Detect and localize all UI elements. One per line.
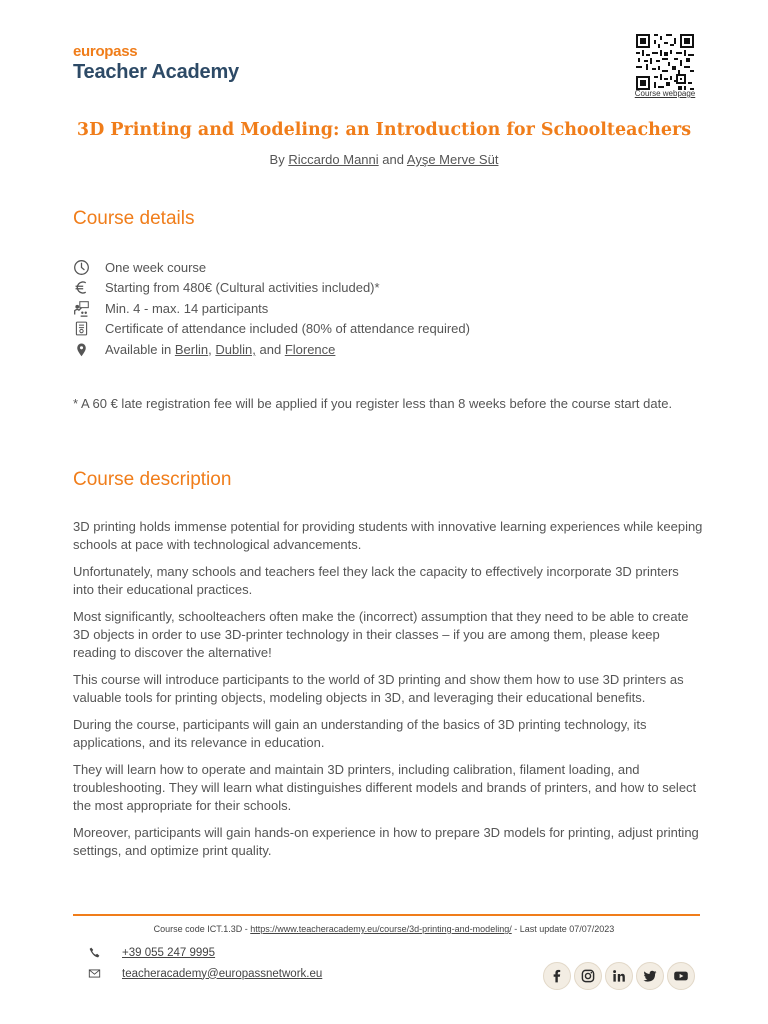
last-update: - Last update 07/07/2023 — [514, 924, 615, 934]
detail-location — [73, 339, 470, 360]
detail-price — [73, 278, 470, 299]
page-title: 3D Printing and Modeling: an Introduction for Schoolteachers — [76, 120, 692, 140]
qr-caption[interactable]: Course webpage — [634, 89, 696, 98]
youtube-icon[interactable] — [667, 962, 695, 990]
late-fee-note: * A 60 € late registration fee will be applied if you register less than 8 weeks before the course start date. — [73, 396, 673, 411]
course-description-heading: Course description — [73, 469, 232, 490]
course-code: Course code ICT.1.3D - — [153, 924, 248, 934]
description-paragraph: 3D printing holds immense potential for providing students with innovative learning experiences while keeping schools at pace with technological advancements. — [73, 519, 703, 552]
city-separator: , — [208, 341, 212, 357]
social-links — [543, 962, 695, 990]
description-paragraph: Most significantly, schoolteachers often make the (incorrect) assumption that they need to be able to create 3D objects in order to use 3D-printer technology in their classes – if you are among them, please keep reading to discover the alternative! — [73, 609, 689, 660]
phone-link[interactable]: +39 055 247 9995 — [122, 946, 216, 959]
location-pin-icon — [73, 340, 105, 358]
course-description — [73, 518, 703, 869]
description-paragraph: During the course, participants will gain an understanding of the basics of 3D printing technology, its applications, and its relevance in education. — [73, 717, 647, 750]
cities-and: and — [259, 341, 282, 357]
logo-name: Teacher Academy — [73, 61, 239, 83]
city-link-dublin[interactable]: Dublin, — [215, 341, 256, 357]
description-paragraph: This course will introduce participants to the world of 3D printing and show them how to use 3D printers as valuable tools for printing objects, modeling objects in 3D, and leveraging their educational benefits. — [73, 672, 684, 705]
euro-icon — [73, 279, 105, 297]
course-details-heading: Course details — [73, 208, 195, 229]
twitter-icon[interactable] — [636, 962, 664, 990]
clock-icon — [73, 258, 105, 276]
instagram-icon[interactable] — [574, 962, 602, 990]
certificate-text: Certificate of attendance included (80% of attendance required) — [105, 321, 470, 337]
linkedin-icon[interactable] — [605, 962, 633, 990]
mail-icon — [88, 967, 122, 980]
authors-by: By — [269, 152, 285, 167]
price-text: Starting from 480€ (Cultural activities included)* — [105, 280, 380, 296]
location-prefix: Available in — [105, 341, 172, 357]
description-paragraph: Unfortunately, many schools and teachers feel they lack the capacity to effectively incorporate 3D printers into their educational practices. — [73, 564, 679, 597]
course-details-list — [73, 257, 470, 360]
duration-text: One week course — [105, 259, 207, 275]
email-link[interactable]: teacheracademy@europassnetwork.eu — [122, 967, 323, 980]
contact-email — [88, 967, 322, 980]
detail-duration — [73, 257, 470, 278]
facebook-icon[interactable] — [543, 962, 571, 990]
footer-divider — [73, 914, 700, 916]
certificate-icon — [73, 320, 105, 338]
logo[interactable] — [73, 44, 239, 84]
qr-code[interactable] — [636, 34, 694, 90]
city-link-florence[interactable]: Florence — [284, 341, 336, 357]
detail-certificate — [73, 319, 470, 340]
participants-text: Min. 4 - max. 14 participants — [105, 300, 269, 316]
logo-brand: europass — [73, 43, 138, 60]
city-link-berlin[interactable]: Berlin — [174, 341, 209, 357]
course-url-link[interactable]: https://www.teacheracademy.eu/course/3d-printing-and-modeling/ — [250, 924, 512, 934]
authors-and: and — [382, 152, 404, 167]
detail-participants — [73, 298, 470, 319]
authors-line — [0, 152, 768, 167]
author-link-1[interactable]: Riccardo Manni — [288, 152, 379, 167]
description-paragraph: Moreover, participants will gain hands-on experience in how to prepare 3D models for printing, adjust printing settings, and optimize print quality. — [73, 825, 699, 858]
contact-phone — [88, 946, 215, 959]
participants-icon — [73, 299, 105, 317]
description-paragraph: They will learn how to operate and maintain 3D printers, including calibration, filament loading, and troubleshooting. They will learn what distinguishes different models and brands of printers, and how to select the most appropriate for their schools. — [73, 762, 697, 813]
author-link-2[interactable]: Ayşe Merve Süt — [406, 152, 499, 167]
phone-icon — [88, 946, 122, 959]
footer-course-code — [0, 924, 768, 934]
